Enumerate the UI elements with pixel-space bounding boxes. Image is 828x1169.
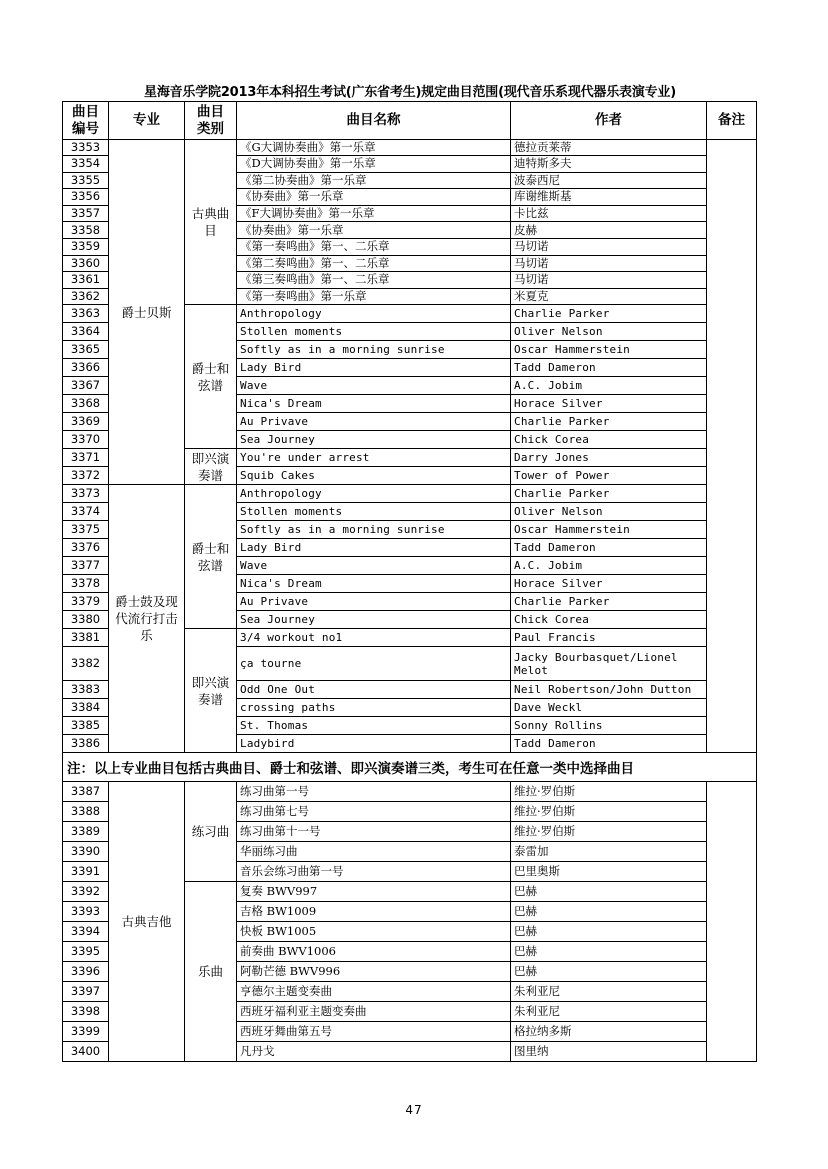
- row-code: 3359: [63, 238, 109, 255]
- row-code: 3379: [63, 593, 109, 611]
- row-name: 凡丹戈: [237, 1042, 511, 1062]
- row-author: A.C. Jobim: [511, 557, 707, 575]
- category-cell: 爵士和弦谱: [185, 305, 237, 449]
- row-name: 练习曲第十一号: [237, 822, 511, 842]
- row-code: 3353: [63, 140, 109, 156]
- row-author: 马切诺: [511, 255, 707, 272]
- row-name: Au Privave: [237, 413, 511, 431]
- row-author: Sonny Rollins: [511, 717, 707, 735]
- row-code: 3354: [63, 156, 109, 173]
- row-name: 西班牙舞曲第五号: [237, 1022, 511, 1042]
- row-code: 3385: [63, 717, 109, 735]
- row-name: 音乐会练习曲第一号: [237, 862, 511, 882]
- row-author: 朱利亚尼: [511, 982, 707, 1002]
- row-code: 3390: [63, 842, 109, 862]
- row-author: Jacky Bourbasquet/Lionel Melot: [511, 647, 707, 681]
- row-code: 3399: [63, 1022, 109, 1042]
- row-author: 巴赫: [511, 962, 707, 982]
- row-name: 练习曲第七号: [237, 802, 511, 822]
- row-name: Wave: [237, 377, 511, 395]
- row-name: ça tourne: [237, 647, 511, 681]
- row-name: Anthropology: [237, 305, 511, 323]
- row-name: 3/4 workout no1: [237, 629, 511, 647]
- row-author: Oliver Nelson: [511, 323, 707, 341]
- row-name: 《协奏曲》第一乐章: [237, 189, 511, 206]
- row-author: Dave Weckl: [511, 699, 707, 717]
- note-row: [63, 753, 757, 782]
- row-author: Tower of Power: [511, 467, 707, 485]
- remark-cell: [707, 140, 757, 753]
- row-name: crossing paths: [237, 699, 511, 717]
- header-code: 曲目编号: [63, 102, 109, 140]
- row-author: Neil Robertson/John Dutton: [511, 681, 707, 699]
- row-author: 巴里奥斯: [511, 862, 707, 882]
- row-author: Oscar Hammerstein: [511, 521, 707, 539]
- row-code: 3368: [63, 395, 109, 413]
- table-row: [63, 782, 757, 802]
- row-code: 3392: [63, 882, 109, 902]
- row-code: 3393: [63, 902, 109, 922]
- row-name: 练习曲第一号: [237, 782, 511, 802]
- row-author: 波泰西尼: [511, 172, 707, 189]
- table-header-row: [63, 102, 757, 140]
- row-name: Odd One Out: [237, 681, 511, 699]
- row-author: A.C. Jobim: [511, 377, 707, 395]
- row-code: 3382: [63, 647, 109, 681]
- row-code: 3366: [63, 359, 109, 377]
- row-code: 3358: [63, 222, 109, 239]
- row-author: 马切诺: [511, 272, 707, 289]
- row-code: 3378: [63, 575, 109, 593]
- row-author: 皮赫: [511, 222, 707, 239]
- row-code: 3380: [63, 611, 109, 629]
- row-author: 维拉·罗伯斯: [511, 782, 707, 802]
- table-row: [63, 485, 757, 503]
- row-name: Lady Bird: [237, 359, 511, 377]
- row-author: Paul Francis: [511, 629, 707, 647]
- row-author: Charlie Parker: [511, 305, 707, 323]
- note-text: 注：以上专业曲目包括古典曲目、爵士和弦谱、即兴演奏谱三类，考生可在任意一类中选择曲目: [63, 753, 757, 782]
- header-category: 曲目类别: [185, 102, 237, 140]
- row-code: 3356: [63, 189, 109, 206]
- row-code: 3375: [63, 521, 109, 539]
- row-code: 3362: [63, 288, 109, 305]
- row-code: 3389: [63, 822, 109, 842]
- row-name: Softly as in a morning sunrise: [237, 341, 511, 359]
- row-author: Horace Silver: [511, 395, 707, 413]
- row-name: 《G大调协奏曲》第一乐章: [237, 140, 511, 156]
- row-code: 3377: [63, 557, 109, 575]
- row-author: Horace Silver: [511, 575, 707, 593]
- document-title: 星海音乐学院2013年本科招生考试(广东省考生)规定曲目范围(现代音乐系现代器乐表演专业): [144, 85, 676, 100]
- row-name: 前奏曲 BWV1006: [237, 942, 511, 962]
- row-code: 3383: [63, 681, 109, 699]
- header-author: 作者: [511, 102, 707, 140]
- row-code: 3374: [63, 503, 109, 521]
- row-name: 《F大调协奏曲》第一乐章: [237, 205, 511, 222]
- row-author: Darry Jones: [511, 449, 707, 467]
- major-cell: 古典吉他: [109, 782, 185, 1062]
- row-author: Tadd Dameron: [511, 359, 707, 377]
- header-name: 曲目名称: [237, 102, 511, 140]
- row-code: 3371: [63, 449, 109, 467]
- row-name: 吉格 BW1009: [237, 902, 511, 922]
- row-name: Lady Bird: [237, 539, 511, 557]
- row-code: 3387: [63, 782, 109, 802]
- row-code: 3398: [63, 1002, 109, 1022]
- row-author: 格拉纳多斯: [511, 1022, 707, 1042]
- category-cell: 即兴演奏谱: [185, 629, 237, 753]
- row-name: Ladybird: [237, 735, 511, 753]
- row-code: 3376: [63, 539, 109, 557]
- row-name: St. Thomas: [237, 717, 511, 735]
- row-author: 巴赫: [511, 942, 707, 962]
- row-author: Charlie Parker: [511, 485, 707, 503]
- row-author: Chick Corea: [511, 431, 707, 449]
- row-code: 3370: [63, 431, 109, 449]
- row-name: Sea Journey: [237, 611, 511, 629]
- major-cell: 爵士贝斯: [109, 140, 185, 485]
- row-name: 阿勒芒德 BWV996: [237, 962, 511, 982]
- row-name: Stollen moments: [237, 503, 511, 521]
- row-name: 《第二协奏曲》第一乐章: [237, 172, 511, 189]
- row-code: 3372: [63, 467, 109, 485]
- major-cell: 爵士鼓及现代流行打击乐: [109, 485, 185, 753]
- row-author: 巴赫: [511, 922, 707, 942]
- row-code: 3361: [63, 272, 109, 289]
- category-cell: 乐曲: [185, 882, 237, 1062]
- row-code: 3386: [63, 735, 109, 753]
- row-author: 迪特斯多夫: [511, 156, 707, 173]
- row-author: Charlie Parker: [511, 593, 707, 611]
- row-name: 亨德尔主题变奏曲: [237, 982, 511, 1002]
- row-author: Charlie Parker: [511, 413, 707, 431]
- row-author: 泰雷加: [511, 842, 707, 862]
- row-author: Oscar Hammerstein: [511, 341, 707, 359]
- row-author: Chick Corea: [511, 611, 707, 629]
- row-name: 华丽练习曲: [237, 842, 511, 862]
- row-code: 3367: [63, 377, 109, 395]
- header-remark: 备注: [707, 102, 757, 140]
- row-author: 德拉贡莱蒂: [511, 140, 707, 156]
- header-major: 专业: [109, 102, 185, 140]
- page-number: 47: [405, 1103, 423, 1117]
- row-name: 《第一奏鸣曲》第一乐章: [237, 288, 511, 305]
- row-code: 3394: [63, 922, 109, 942]
- repertoire-table: [62, 101, 757, 1062]
- row-code: 3396: [63, 962, 109, 982]
- row-code: 3397: [63, 982, 109, 1002]
- table-row: [63, 140, 757, 156]
- row-name: Sea Journey: [237, 431, 511, 449]
- row-author: 图里纳: [511, 1042, 707, 1062]
- row-author: 巴赫: [511, 902, 707, 922]
- row-code: 3363: [63, 305, 109, 323]
- row-name: 快板 BW1005: [237, 922, 511, 942]
- row-code: 3381: [63, 629, 109, 647]
- row-name: Nica's Dream: [237, 575, 511, 593]
- row-code: 3369: [63, 413, 109, 431]
- row-name: Nica's Dream: [237, 395, 511, 413]
- row-author: 朱利亚尼: [511, 1002, 707, 1022]
- row-code: 3391: [63, 862, 109, 882]
- row-code: 3400: [63, 1042, 109, 1062]
- row-code: 3360: [63, 255, 109, 272]
- row-name: 复奏 BWV997: [237, 882, 511, 902]
- row-name: 《第三奏鸣曲》第一、二乐章: [237, 272, 511, 289]
- row-code: 3373: [63, 485, 109, 503]
- row-name: 《协奏曲》第一乐章: [237, 222, 511, 239]
- category-cell: 古典曲目: [185, 140, 237, 305]
- row-name: Anthropology: [237, 485, 511, 503]
- row-name: Squib Cakes: [237, 467, 511, 485]
- row-code: 3365: [63, 341, 109, 359]
- row-name: 西班牙福利亚主题变奏曲: [237, 1002, 511, 1022]
- category-cell: 即兴演奏谱: [185, 449, 237, 485]
- row-code: 3364: [63, 323, 109, 341]
- row-name: You're under arrest: [237, 449, 511, 467]
- row-author: 库谢维斯基: [511, 189, 707, 206]
- row-code: 3395: [63, 942, 109, 962]
- row-code: 3357: [63, 205, 109, 222]
- row-author: 维拉·罗伯斯: [511, 822, 707, 842]
- row-author: 维拉·罗伯斯: [511, 802, 707, 822]
- row-name: 《D大调协奏曲》第一乐章: [237, 156, 511, 173]
- row-name: Stollen moments: [237, 323, 511, 341]
- row-author: Tadd Dameron: [511, 735, 707, 753]
- row-code: 3384: [63, 699, 109, 717]
- row-author: 卡比兹: [511, 205, 707, 222]
- category-cell: 爵士和弦谱: [185, 485, 237, 629]
- row-code: 3355: [63, 172, 109, 189]
- row-name: 《第二奏鸣曲》第一、二乐章: [237, 255, 511, 272]
- row-name: Wave: [237, 557, 511, 575]
- row-author: 马切诺: [511, 238, 707, 255]
- row-name: 《第一奏鸣曲》第一、二乐章: [237, 238, 511, 255]
- row-code: 3388: [63, 802, 109, 822]
- row-name: Softly as in a morning sunrise: [237, 521, 511, 539]
- category-cell: 练习曲: [185, 782, 237, 882]
- row-name: Au Privave: [237, 593, 511, 611]
- row-author: 米夏克: [511, 288, 707, 305]
- row-author: Oliver Nelson: [511, 503, 707, 521]
- row-author: 巴赫: [511, 882, 707, 902]
- remark-cell: [707, 782, 757, 1062]
- row-author: Tadd Dameron: [511, 539, 707, 557]
